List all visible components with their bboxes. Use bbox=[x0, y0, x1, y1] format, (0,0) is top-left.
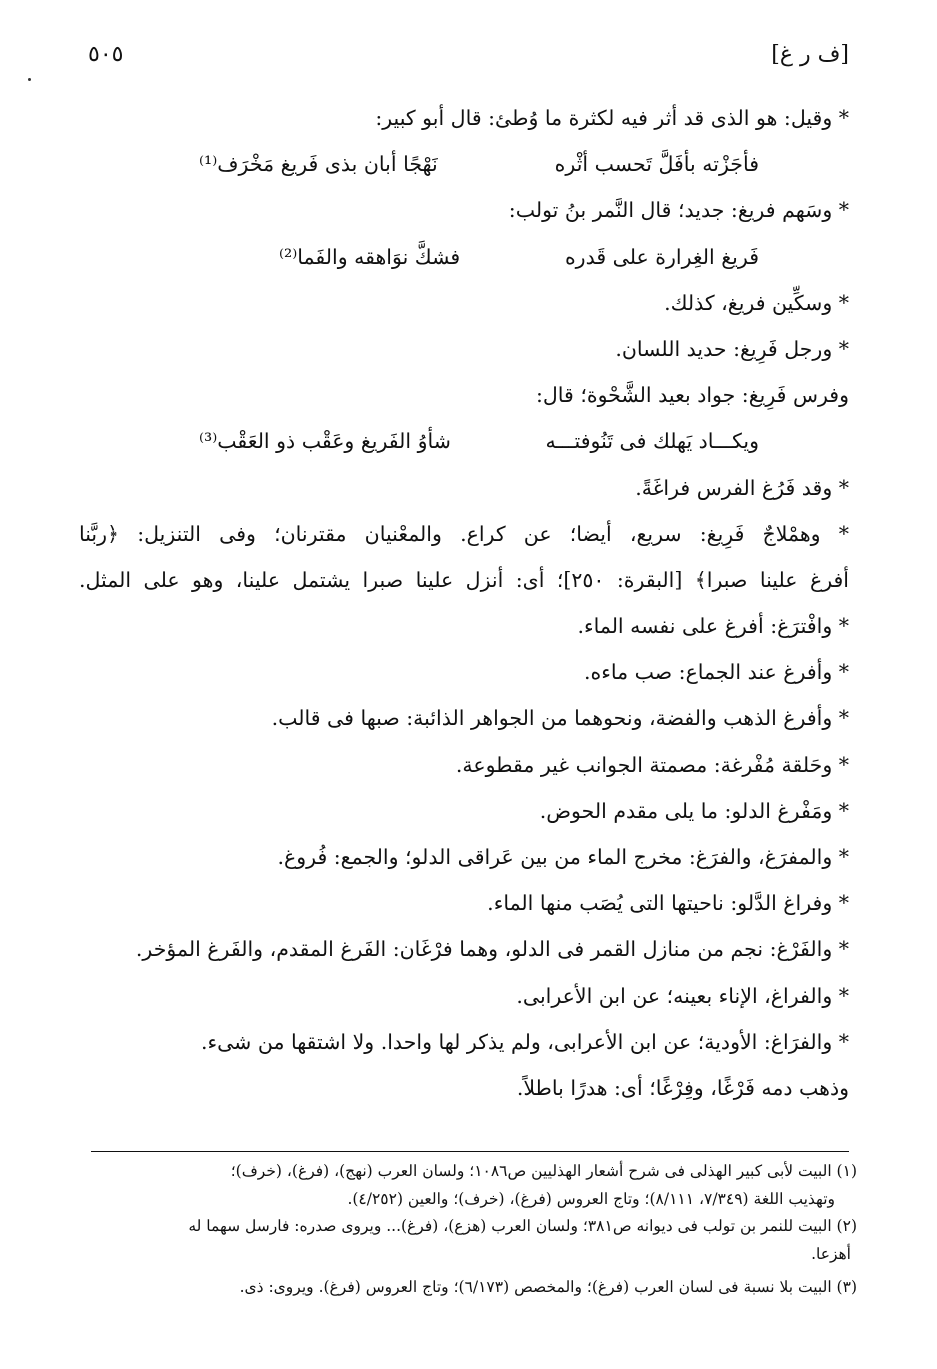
text-line: * وحَلقة مُفْرغة: مصمتة الجوانب غير مقطوعة. bbox=[455, 752, 849, 777]
text-line: * والفرَاغ: الأودية؛ عن ابن الأعرابى، ولم يذكر لها واحدا. ولا اشتقها من شىء. bbox=[200, 1029, 849, 1054]
text-line: * والفَرْغ: نجم من منازل القمر فى الدلو، وهما فرْغَان: الفَرغ المقدم، والفَرغ المؤخر. bbox=[135, 937, 849, 962]
verse-second-hemistich: نَهْجًا أبان بذى فَريغ مَخْرَف⁽¹⁾ bbox=[199, 152, 438, 177]
page-number: ٥٠٥ bbox=[88, 42, 124, 67]
verse bbox=[79, 141, 849, 187]
text-line: * والفراغ، الإناء بعينه؛ عن ابن الأعرابى. bbox=[516, 983, 849, 1008]
text-line: وذهب دمه فَرْغًا، وفِرْغًا؛ أى: هدرًا باطلاً. bbox=[516, 1075, 849, 1100]
text-line: * وأفرغ عند الجماع: صب ماءه. bbox=[583, 660, 849, 685]
text-line: * وسَهم فريغ: جديد؛ قال النَّمر بنُ تولب: bbox=[508, 198, 849, 223]
text-line: * وهمْلاجٌ فَرِيغ: سريع، أيضا؛ عن كراع. والمعْنيان مقترنان؛ وفى التنزيل: ﴿ربَّنا bbox=[79, 521, 849, 546]
text-line: * والمفرَغ، والفرَغ: مخرج الماء من بين عَراقى الدلو؛ والجمع: فُروغ. bbox=[277, 845, 849, 869]
footnote-separator bbox=[91, 1151, 849, 1152]
footnote-line: (٢) البيت للنمر بن تولب فى ديوانه ص٣٨١؛ ولسان العرب (هزع)، (فرغ)... ويروى صدره: فارسل سهما له bbox=[188, 1217, 857, 1235]
page-speck bbox=[28, 78, 31, 81]
text-line: وفرس فَرِيغ: جواد بعيد الشَّحْوة؛ قال: bbox=[535, 383, 849, 408]
text-line: أفرغ علينا صبرا﴾ [البقرة: ٢٥٠]؛ أى: أنزل علينا صبرا يشتمل علينا، وهو على المثل. bbox=[79, 567, 849, 592]
verse bbox=[79, 418, 849, 464]
verse-first-hemistich: فأجَزْته بأفَلَّ تَحسب أثْره bbox=[554, 152, 759, 177]
footnote-line: (١) البيت لأبى كبير الهذلى فى شرح أشعار الهذليين ص١٠٨٦؛ ولسان العرب (نهج)، (فرغ)، (خرف)؛ bbox=[230, 1162, 857, 1180]
entry-root-header: [ف ر غ] bbox=[771, 42, 849, 67]
verse-second-hemistich: شأوُ الفَريغ وعَقْب ذو العَقْب⁽³⁾ bbox=[199, 429, 451, 454]
footnotes bbox=[77, 1158, 857, 1302]
text-line: * وفراغ الدَّلو: ناحيتها التى يُصَب منها الماء. bbox=[487, 891, 849, 916]
text-line: * ورجل فَرِيغ: حديد اللسان. bbox=[615, 336, 849, 361]
text-line: * وافْترَغ: أفرغ على نفسه الماء. bbox=[577, 614, 849, 639]
verse-second-hemistich: فشكَّ نوَاهقه والفَما⁽²⁾ bbox=[279, 244, 461, 269]
text-line: * وسكِّين فريغ، كذلك. bbox=[664, 290, 849, 315]
text-line: * وقيل: هو الذى قد أثر فيه لكثرة ما وُطئ: قال أبو كبير: bbox=[375, 106, 849, 130]
footnote-line: (٣) البيت بلا نسبة فى لسان العرب (فرغ)؛ والمخصص (٦/١٧٣)؛ وتاج العروس (فرغ). ويروى: ذى. bbox=[239, 1278, 857, 1296]
text-line: * وأفرغ الذهب والفضة، ونحوهما من الجواهر الذائبة: صبها فى قالب. bbox=[271, 706, 849, 731]
main-text bbox=[79, 95, 849, 1111]
verse-first-hemistich: فَريغ الغِرارة على قَدره bbox=[564, 244, 759, 269]
verse-first-hemistich: ويكـــاد يَهلك فى تَنُوفتـــه bbox=[545, 429, 759, 454]
footnote-line: أهزعا. bbox=[811, 1244, 851, 1263]
text-line: * ومَفْرغ الدلو: ما يلى مقدم الحوض. bbox=[539, 798, 849, 823]
text-line: * وقد فَرُغ الفرس فراغَةً. bbox=[635, 475, 849, 500]
footnote-line: وتهذيب اللغة (٧/٣٤٩، ٨/١١١)؛ وتاج العروس (فرغ)، (خرف)؛ والعين (٤/٢٥٢). bbox=[347, 1189, 835, 1208]
verse bbox=[79, 234, 849, 280]
